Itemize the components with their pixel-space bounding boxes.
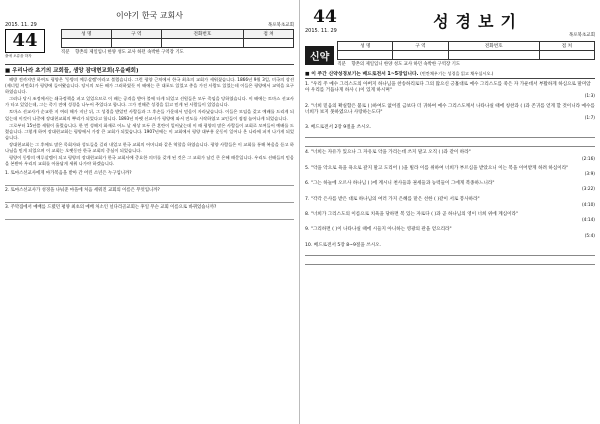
right-church-label: 직분 bbox=[337, 62, 346, 67]
right-th-score: 점 쳐 bbox=[539, 42, 594, 51]
paragraph: 그러나 당시 조정에서는 쇄국정책을 펴고 있었으므로 이 배는 공격을 받아 불에 타게 되었고 선원들은 모두 죽임을 당하였습니다. 이 배에는 토마스 선교사가 타고 있었는데, 그는 죽기 전에 성경을 나누어 주었다고 합니다. 그가 전해준 성경을 읽고 믿게 된 사람들이 있었습니다. bbox=[5, 97, 294, 109]
left-title: 이야기 한국 교회사 bbox=[116, 11, 183, 20]
item-ref: (3:22) bbox=[581, 187, 595, 193]
new-testament-badge: 신약 bbox=[305, 46, 334, 65]
left-issue-sub: 출애 오류을 하자 bbox=[5, 54, 32, 58]
list-item bbox=[305, 212, 595, 224]
right-info-table bbox=[337, 41, 595, 60]
item-ref: (5:4) bbox=[584, 233, 595, 239]
item-text: 2. "너희 믿음의 확실함은 불로 ( )하여도 없어질 금보다 더 귀하여 예수 그리스도께서 나타나실 때에 칭찬과 ( )과 존귀를 얻게 할 것이니라 예수를 너희가 보지 못하였으나 사랑하는도다" bbox=[305, 103, 595, 115]
left-th-score: 점 쳐 bbox=[244, 30, 294, 39]
item-ref: (2:16) bbox=[581, 156, 595, 162]
list-item bbox=[305, 125, 595, 147]
list-item bbox=[305, 104, 595, 123]
item-text: 10. 베드로전서 5장 8~9절을 쓰시오. bbox=[305, 242, 382, 248]
item-ref: (4:10) bbox=[581, 202, 595, 208]
scope-text: ■ 이 주간 신약성경보기는 베드로전서 1~5장입니다. bbox=[305, 72, 419, 77]
left-body-text bbox=[5, 78, 294, 168]
list-item bbox=[305, 166, 595, 178]
paragraph: 토마스 선교사가 순교한 지 여러 해가 지난 뒤, 그 성경을 받았던 사람들과 그 후손들 가운데서 믿음이 자라났습니다. 이들은 모임을 갖고 예배를 드리게 되었는데 이것이 나중에 장대현교회의 뿌리가 되었다고 합니다. 1893년 마펫 선교사가 평양에 와서 전도를 시작하였고 교인들이 점점 늘어나게 되었습니다. bbox=[5, 110, 294, 122]
paragraph: 평양이 동방의 예루살렘이 되고 평양의 장대현교회가 한국 교회사에 중요한 의미를 갖게 된 것은 그 교회가 남긴 큰 은혜 때문입니다. 우리도 선배들의 믿음을 본받아 우리의 교회를 아름답게 세워 나가야 하겠습니다. bbox=[5, 156, 294, 168]
right-field-phone[interactable] bbox=[448, 51, 539, 60]
right-th-district: 구 역 bbox=[393, 42, 448, 51]
left-issue-number: 44 bbox=[5, 29, 45, 53]
item-text: 4. "너희는 자유가 있으나 그 자유로 악을 가리는데 쓰지 말고 오직 ( )과 같이 하라" bbox=[305, 150, 471, 156]
left-field-name[interactable] bbox=[62, 39, 112, 48]
left-field-phone[interactable] bbox=[161, 39, 243, 48]
right-info-row bbox=[305, 41, 595, 67]
item-text: 1. "우리 주 예수 그리스도의 아버지 하나님을 찬송하리로다 그의 많으신 긍휼대로 예수 그리스도를 죽은 자 가운데서 부활하게 하심으로 말미암아 우리를 거듭나게 하사 ( )이 있게 하시며" bbox=[305, 82, 591, 94]
item-text: 6. "그는 하늘에 오르사 하나님 ( )에 계시니 천사들과 권세들과 능력들이 그에게 복종하느니라" bbox=[305, 181, 495, 187]
item-text: 8. "너희가 그리스도의 이름으로 치욕을 당하면 복 있는 자로다 ( )과 곧 하나님의 영이 너희 위에 계심이라" bbox=[305, 212, 519, 218]
right-church-text: 향촌의 제일입니 한양 성도 교사 하던 속박한 구역장 기도 bbox=[351, 62, 461, 67]
list-item bbox=[305, 227, 595, 239]
list-item bbox=[305, 181, 595, 193]
left-church-text: 향촌의 제일입니 한양 성도 교사 하던 속박한 구역장 기도 bbox=[75, 50, 184, 55]
right-header bbox=[305, 5, 595, 38]
right-church-row bbox=[337, 61, 595, 67]
left-section-heading: ■ 우리나라 초기의 교회들, 샘앙 잠대현교회(우을배회) bbox=[5, 64, 294, 76]
write-line[interactable] bbox=[305, 250, 595, 256]
answer-line[interactable] bbox=[5, 213, 294, 220]
right-issue-block bbox=[305, 5, 361, 34]
left-issue-block bbox=[5, 22, 61, 59]
paragraph: 해방 전까지만 하여도 평양은 '동방의 예루살렘'이라고 불렀습니다. 그런 평양 근처에서 한국 최초의 교회가 세워졌습니다. 1866년 9월 3일, 미국의 상선(제너럴 셔먼호)가 평양에 들어왔습니다. 당시의 모든 배가 그러하였듯 이 배에는 큰 대포도 있었고 총을 가진 사람도 있었는데 이들은 평양에서 교역을 요구하였습니다. bbox=[5, 78, 294, 96]
item-ref: (1:3) bbox=[584, 94, 595, 100]
right-publisher: 목포북초교회 bbox=[568, 33, 595, 38]
paragraph: 장대현교회는 그 후에도 많은 목회자와 성도들을 길러 내었고 한국 교회의 어머니와 같은 역할을 하였습니다. 평양 사람들은 이 교회를 통해 복음을 듣고 하나님을 믿게 되었으며 이 교회는 오랫동안 한국 교회의 중심이 되었습니다. bbox=[5, 142, 294, 155]
item-text: 9. "그리하면 ( )이 나타나실 때에 시들지 아니하는 영광의 관을 얻으리라" bbox=[305, 227, 452, 233]
reading-scope bbox=[305, 70, 595, 79]
right-info-wrap bbox=[337, 41, 595, 67]
right-issue-number: 44 bbox=[313, 7, 337, 27]
item-text: 7. "각각 은사를 받은 대로 하나님의 여러 가지 은혜를 맡은 선한 ( )같이 서로 봉사하라" bbox=[305, 196, 480, 202]
item-ref: (3:9) bbox=[584, 172, 595, 178]
item-ref: (1:7) bbox=[584, 116, 595, 122]
question: 3. 주막집에서 예배를 드렸던 평양 최초의 예배 처소인 널다리골교회는 후일 무슨 교회 이름으로 바뀌었습니까? bbox=[5, 205, 217, 211]
right-title: 성경보기 bbox=[433, 12, 523, 31]
list-item bbox=[305, 82, 595, 101]
left-church-label: 직분 bbox=[61, 50, 70, 55]
question: 2. 토마스선교사가 성경을 나눠준 마을에 처음 세워진 교회의 이름은 무엇입니까? bbox=[5, 188, 160, 194]
left-header-right bbox=[61, 22, 294, 55]
question: 1. 토마스선교사에게 마가복음을 받아 간 어린 소년은 누구입니까? bbox=[5, 171, 132, 177]
left-church-row bbox=[61, 49, 294, 55]
answer-line[interactable] bbox=[5, 179, 294, 186]
left-questions bbox=[5, 171, 294, 220]
left-date: 2015. 11. 29 bbox=[5, 22, 37, 28]
left-th-phone: 전화번호 bbox=[161, 30, 243, 39]
fill-in-items bbox=[305, 82, 595, 265]
left-th-name: 성 명 bbox=[62, 30, 112, 39]
item-ref: (4:14) bbox=[581, 218, 595, 224]
left-field-district[interactable] bbox=[111, 39, 161, 48]
list-item bbox=[305, 150, 595, 162]
answer-line[interactable] bbox=[5, 196, 294, 203]
write-line[interactable] bbox=[305, 132, 595, 138]
left-th-district: 구 역 bbox=[111, 30, 161, 39]
scope-sub: (빈칸채우기는 성경을 읽고 채우십시오.) bbox=[420, 71, 494, 76]
left-field-score[interactable] bbox=[244, 39, 294, 48]
right-page bbox=[300, 0, 600, 424]
left-info-table bbox=[61, 29, 294, 48]
right-field-score[interactable] bbox=[539, 51, 594, 60]
right-th-name: 성 명 bbox=[338, 42, 393, 51]
write-line[interactable] bbox=[305, 141, 595, 147]
left-header bbox=[5, 22, 294, 59]
item-text: 5. "악을 악으로 욕을 욕으로 갚지 말고 도리어 ( )을 빌라 이를 위하여 너희가 부르심을 받았으니 이는 복을 이어받게 하려 하심이라" bbox=[305, 165, 569, 171]
list-item bbox=[305, 197, 595, 209]
right-field-name[interactable] bbox=[338, 51, 393, 60]
list-item bbox=[305, 243, 595, 265]
right-header-right bbox=[361, 5, 595, 38]
right-th-phone: 전화번호 bbox=[448, 42, 539, 51]
item-text: 3. 베드로전서 2장 9절을 쓰시오. bbox=[305, 125, 372, 131]
left-publisher: 목포북초교회 bbox=[267, 23, 294, 28]
right-date: 2015. 11. 29 bbox=[305, 28, 337, 34]
right-field-district[interactable] bbox=[393, 51, 448, 60]
write-line[interactable] bbox=[305, 259, 595, 265]
paragraph: 그로부터 15년쯤 세월이 흘렀습니다. 한 번 성해지 화재로 어느 날 세상 모두 큰 혼란이 일어났는데 이 때 평양의 많은 사람들이 교회로 모여들어 예배를 드렸습니다. 그렇게 하여 장대현교회는 평양에서 가장 큰 교회가 되었습니다. 1907년에는 이 교회에서 평양 대부흥 운동이 일어나 온 나라에 퍼져 나가게 되었습니다. bbox=[5, 123, 294, 141]
